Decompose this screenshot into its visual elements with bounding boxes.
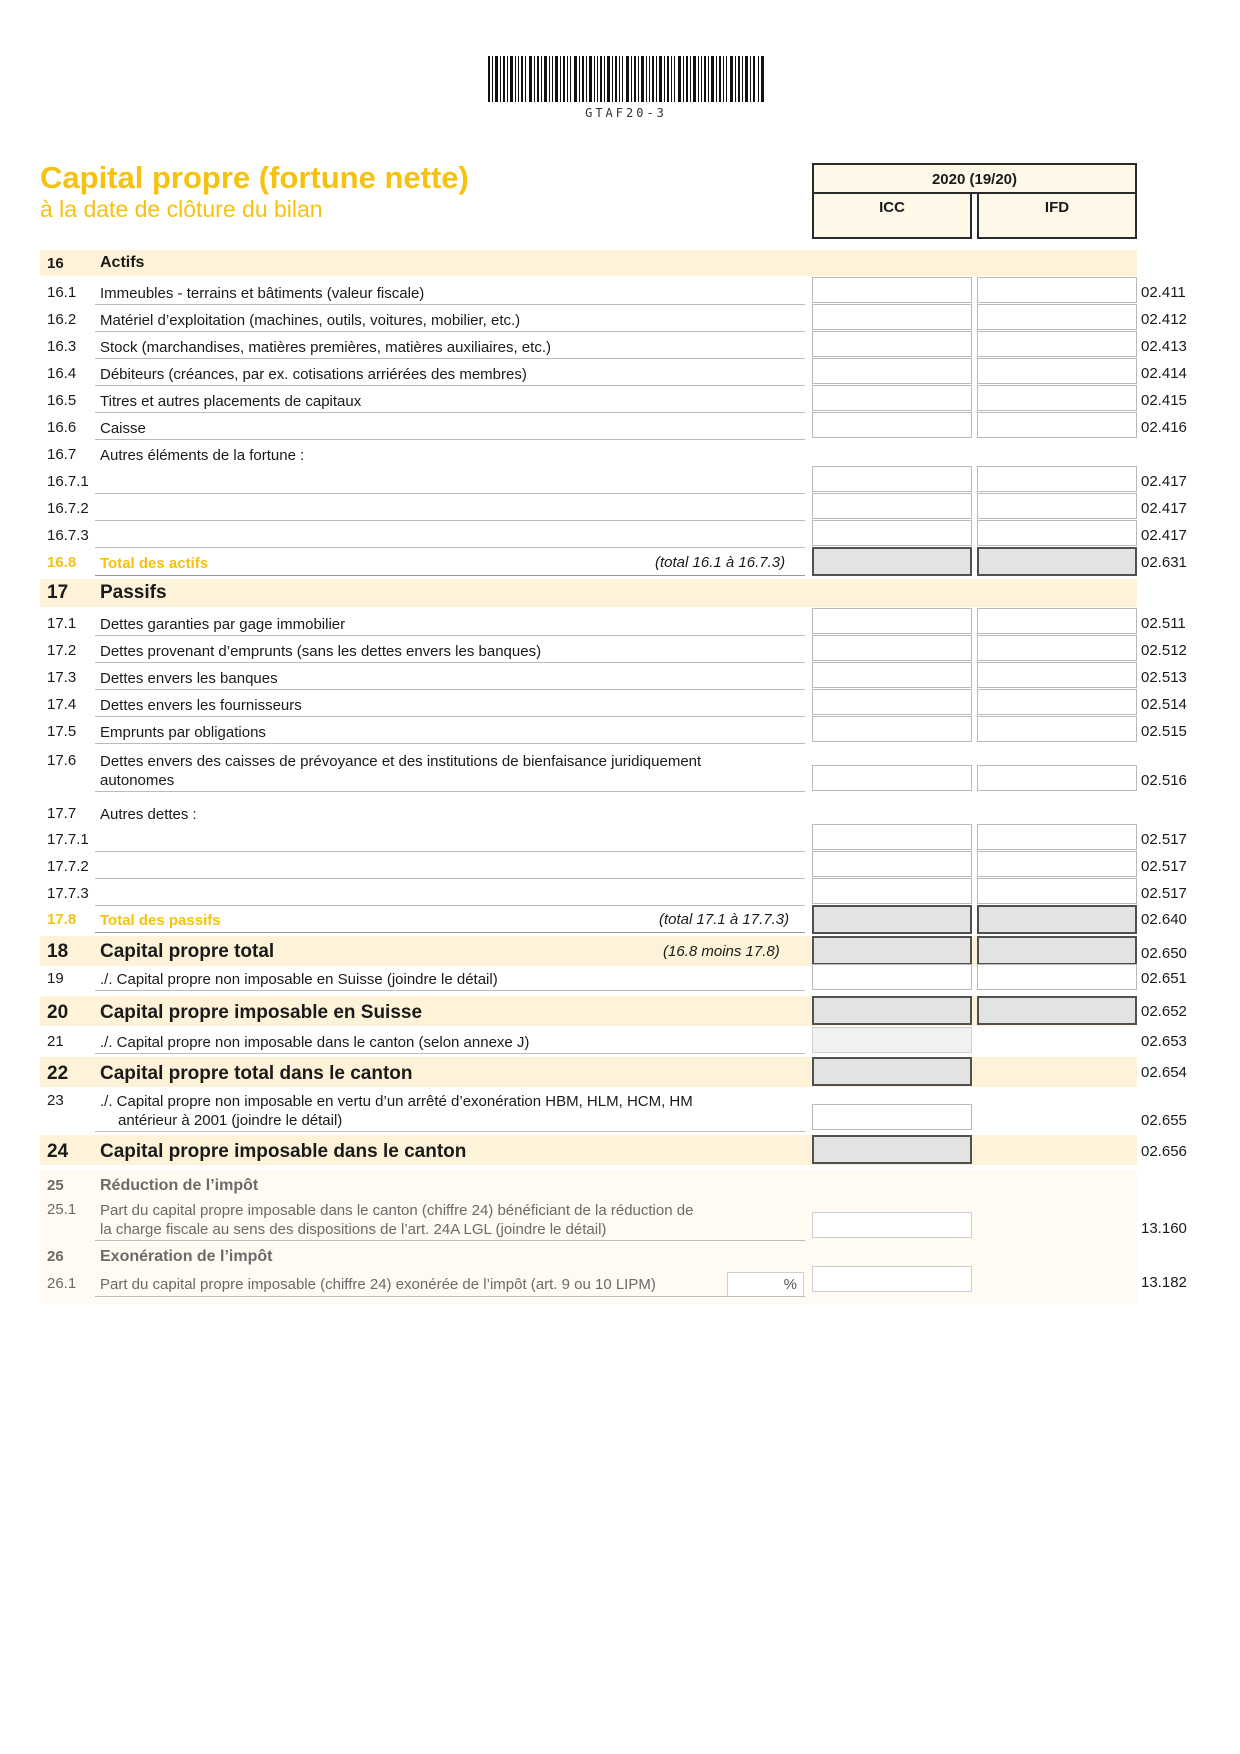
row-label-line1: Part du capital propre imposable dans le canton (chiffre 24) bénéficiant de la réduction de	[100, 1202, 694, 1219]
row-code: 02.415	[1141, 392, 1187, 409]
row-line	[95, 905, 805, 906]
section-title: Exonération de l’impôt	[100, 1248, 273, 1265]
icc-field[interactable]	[812, 765, 972, 791]
row-label: Matériel d’exploitation (machines, outils, voitures, mobilier, etc.)	[100, 312, 521, 329]
row-code: 02.414	[1141, 365, 1187, 382]
row-label-line2: antérieur à 2001 (joindre le détail)	[118, 1112, 343, 1129]
ifd-field[interactable]	[977, 878, 1137, 904]
row-code: 02.652	[1141, 1003, 1187, 1020]
row-label: Dettes provenant d’emprunts (sans les dettes envers les banques)	[100, 643, 542, 660]
page-title: Capital propre (fortune nette)	[40, 160, 469, 195]
row-number: 16.7.3	[47, 527, 89, 544]
row-code: 02.653	[1141, 1033, 1187, 1050]
row-code: 02.656	[1141, 1143, 1187, 1160]
icc-field[interactable]	[812, 304, 972, 330]
icc-field[interactable]	[812, 1212, 972, 1238]
row-code: 02.640	[1141, 911, 1187, 928]
ifd-field[interactable]	[977, 331, 1137, 357]
icc-field[interactable]	[812, 878, 972, 904]
row-label: Autres dettes :	[100, 806, 197, 823]
row-line	[95, 304, 805, 305]
section-title: Capital propre imposable dans le canton	[100, 1141, 467, 1162]
row-number: 16.7.2	[47, 500, 89, 517]
row-code: 02.512	[1141, 642, 1187, 659]
row-code: 13.160	[1141, 1220, 1187, 1237]
row-code: 02.517	[1141, 885, 1187, 902]
row-number: 26.1	[47, 1275, 77, 1292]
ifd-field[interactable]	[977, 608, 1137, 634]
total-label: Total des actifs	[100, 555, 209, 572]
row-number: 17.7.1	[47, 831, 89, 848]
row-label-line1: Dettes envers des caisses de prévoyance et des institutions de bienfaisance juridiquement	[100, 753, 702, 770]
row-line	[95, 547, 805, 548]
row-code: 02.517	[1141, 831, 1187, 848]
row-number: 16.5	[47, 392, 77, 409]
section-number: 22	[47, 1063, 69, 1084]
icc-field[interactable]	[812, 635, 972, 661]
ifd-field[interactable]	[977, 493, 1137, 519]
row-line	[95, 358, 805, 359]
row-line	[95, 851, 805, 852]
row-number: 17.7.2	[47, 858, 89, 875]
icc-field[interactable]	[812, 964, 972, 990]
row-number: 16.1	[47, 284, 77, 301]
row-label-line1: ./. Capital propre non imposable en vertu d’un arrêté d’exonération HBM, HLM, HCM, HM	[100, 1093, 693, 1110]
ifd-total-field[interactable]	[977, 905, 1137, 934]
row-code: 02.417	[1141, 527, 1187, 544]
section-title: Capital propre imposable en Suisse	[100, 1002, 423, 1023]
row-code: 02.513	[1141, 669, 1187, 686]
row-code: 02.416	[1141, 419, 1187, 436]
row-label: Autres éléments de la fortune :	[100, 447, 305, 464]
row-label-line2: la charge fiscale au sens des dispositions de l’art. 24A LGL (joindre le détail)	[100, 1221, 607, 1238]
section-title: Capital propre total dans le canton	[100, 1063, 413, 1084]
row-line	[95, 412, 805, 413]
row-line	[95, 385, 805, 386]
row-label: Dettes envers les banques	[100, 670, 278, 687]
row-line	[95, 1240, 805, 1241]
icc-field[interactable]	[812, 412, 972, 438]
ifd-field[interactable]	[977, 765, 1137, 791]
row-label: Dettes garanties par gage immobilier	[100, 616, 346, 633]
section-number: 17	[47, 582, 69, 603]
row-number: 17.7	[47, 805, 77, 822]
row-label: Débiteurs (créances, par ex. cotisations arriérées des membres)	[100, 366, 527, 383]
section-title: Réduction de l’impôt	[100, 1177, 259, 1194]
row-code: 02.515	[1141, 723, 1187, 740]
row-label: Dettes envers les fournisseurs	[100, 697, 302, 714]
icc-field[interactable]	[812, 385, 972, 411]
row-label: Immeubles - terrains et bâtiments (valeur fiscale)	[100, 285, 425, 302]
percent-field[interactable]	[727, 1272, 804, 1297]
row-number: 17.5	[47, 723, 77, 740]
row-line	[95, 1053, 805, 1054]
row-line	[95, 932, 805, 933]
total-label: Total des passifs	[100, 912, 221, 929]
total-number: 17.8	[47, 911, 77, 928]
row-line	[95, 1131, 805, 1132]
row-number: 16.2	[47, 311, 77, 328]
row-code: 02.417	[1141, 473, 1187, 490]
icc-field[interactable]	[812, 358, 972, 384]
row-line	[95, 493, 805, 494]
row-number: 16.7.1	[47, 473, 89, 490]
ifd-field[interactable]	[977, 635, 1137, 661]
icc-total-field[interactable]	[812, 1135, 972, 1164]
icc-field[interactable]	[812, 1266, 972, 1292]
total-note: (total 17.1 à 17.7.3)	[659, 911, 790, 928]
total-note: (total 16.1 à 16.7.3)	[655, 554, 786, 571]
icc-field[interactable]	[812, 662, 972, 688]
ifd-field[interactable]	[977, 716, 1137, 742]
row-code: 13.182	[1141, 1274, 1187, 1291]
ifd-field[interactable]	[977, 662, 1137, 688]
row-line	[95, 791, 805, 792]
row-label: Part du capital propre imposable (chiffre 24) exonérée de l’impôt (art. 9 ou 10 LIPM)	[100, 1276, 656, 1293]
header-ifd: IFD	[977, 192, 1137, 239]
row-line	[95, 743, 805, 744]
section-title: Passifs	[100, 582, 167, 603]
icc-field[interactable]	[812, 716, 972, 742]
icc-field[interactable]	[812, 851, 972, 877]
row-line	[95, 878, 805, 879]
row-line	[95, 575, 805, 576]
icc-field[interactable]	[812, 520, 972, 546]
row-code: 02.412	[1141, 311, 1187, 328]
section-number: 18	[47, 941, 69, 962]
icc-field[interactable]	[812, 689, 972, 715]
icc-total-field[interactable]	[812, 1057, 972, 1086]
ifd-field[interactable]	[977, 385, 1137, 411]
section-title: Actifs	[100, 254, 145, 271]
ifd-field[interactable]	[977, 851, 1137, 877]
row-code: 02.650	[1141, 945, 1187, 962]
icc-total-field[interactable]	[812, 547, 972, 576]
row-line	[95, 689, 805, 690]
row-code: 02.514	[1141, 696, 1187, 713]
row-number: 16.4	[47, 365, 77, 382]
row-label: Titres et autres placements de capitaux	[100, 393, 362, 410]
row-code: 02.517	[1141, 858, 1187, 875]
icc-field[interactable]	[812, 1104, 972, 1130]
row-number: 16.3	[47, 338, 77, 355]
total-note: (16.8 moins 17.8)	[663, 943, 780, 960]
section-band	[40, 250, 1137, 276]
row-line	[95, 439, 805, 440]
icc-field[interactable]	[812, 493, 972, 519]
row-line	[95, 716, 805, 717]
row-code: 02.516	[1141, 772, 1187, 789]
row-line	[95, 662, 805, 663]
row-number: 19	[47, 970, 64, 987]
row-number: 17.6	[47, 752, 77, 769]
row-line	[95, 520, 805, 521]
row-number: 16.6	[47, 419, 77, 436]
section-number: 16	[47, 255, 64, 272]
row-label: ./. Capital propre non imposable en Suisse (joindre le détail)	[100, 971, 498, 988]
ifd-field[interactable]	[977, 277, 1137, 303]
ifd-field[interactable]	[977, 358, 1137, 384]
ifd-field[interactable]	[977, 520, 1137, 546]
ifd-field[interactable]	[977, 304, 1137, 330]
row-line	[95, 331, 805, 332]
total-number: 16.8	[47, 554, 77, 571]
icc-total-field[interactable]	[812, 936, 972, 965]
row-code: 02.631	[1141, 554, 1187, 571]
row-number: 17.7.3	[47, 885, 89, 902]
section-number: 24	[47, 1141, 69, 1162]
row-code: 02.511	[1141, 615, 1186, 632]
ifd-total-field[interactable]	[977, 936, 1137, 965]
row-label: Caisse	[100, 420, 146, 437]
percent-sign: %	[783, 1276, 797, 1293]
ifd-total-field[interactable]	[977, 996, 1137, 1025]
row-code: 02.651	[1141, 970, 1187, 987]
row-line	[95, 635, 805, 636]
row-code: 02.654	[1141, 1064, 1187, 1081]
row-label: ./. Capital propre non imposable dans le canton (selon annexe J)	[100, 1034, 530, 1051]
icc-field[interactable]	[812, 1027, 972, 1053]
ifd-field[interactable]	[977, 824, 1137, 850]
section-number: 20	[47, 1002, 69, 1023]
row-number: 21	[47, 1033, 64, 1050]
row-code: 02.411	[1141, 284, 1186, 301]
icc-field[interactable]	[812, 466, 972, 492]
row-code: 02.413	[1141, 338, 1187, 355]
section-number: 25	[47, 1177, 64, 1194]
row-number: 23	[47, 1092, 64, 1109]
ifd-field[interactable]	[977, 466, 1137, 492]
barcode	[488, 56, 764, 102]
row-code: 02.655	[1141, 1112, 1187, 1129]
icc-field[interactable]	[812, 824, 972, 850]
header-icc: ICC	[812, 192, 972, 239]
row-line	[95, 1296, 805, 1297]
page-subtitle: à la date de clôture du bilan	[40, 196, 323, 222]
row-number: 25.1	[47, 1201, 77, 1218]
ifd-total-field[interactable]	[977, 547, 1137, 576]
ifd-field[interactable]	[977, 689, 1137, 715]
header-year: 2020 (19/20)	[812, 163, 1137, 194]
row-number: 17.3	[47, 669, 77, 686]
row-label: Emprunts par obligations	[100, 724, 266, 741]
row-line	[95, 990, 805, 991]
section-number: 26	[47, 1248, 64, 1265]
icc-field[interactable]	[812, 608, 972, 634]
barcode-text: GTAF20-3	[585, 106, 667, 120]
row-label: Stock (marchandises, matières premières, matières auxiliaires, etc.)	[100, 339, 551, 356]
row-number: 17.1	[47, 615, 77, 632]
icc-field[interactable]	[812, 331, 972, 357]
row-code: 02.417	[1141, 500, 1187, 517]
row-label-line2: autonomes	[100, 772, 175, 789]
row-number: 17.2	[47, 642, 77, 659]
section-title: Capital propre total	[100, 941, 275, 962]
icc-field[interactable]	[812, 277, 972, 303]
row-number: 17.4	[47, 696, 77, 713]
section-band	[40, 579, 1137, 607]
ifd-field[interactable]	[977, 964, 1137, 990]
icc-total-field[interactable]	[812, 905, 972, 934]
row-number: 16.7	[47, 446, 77, 463]
ifd-field[interactable]	[977, 412, 1137, 438]
icc-total-field[interactable]	[812, 996, 972, 1025]
